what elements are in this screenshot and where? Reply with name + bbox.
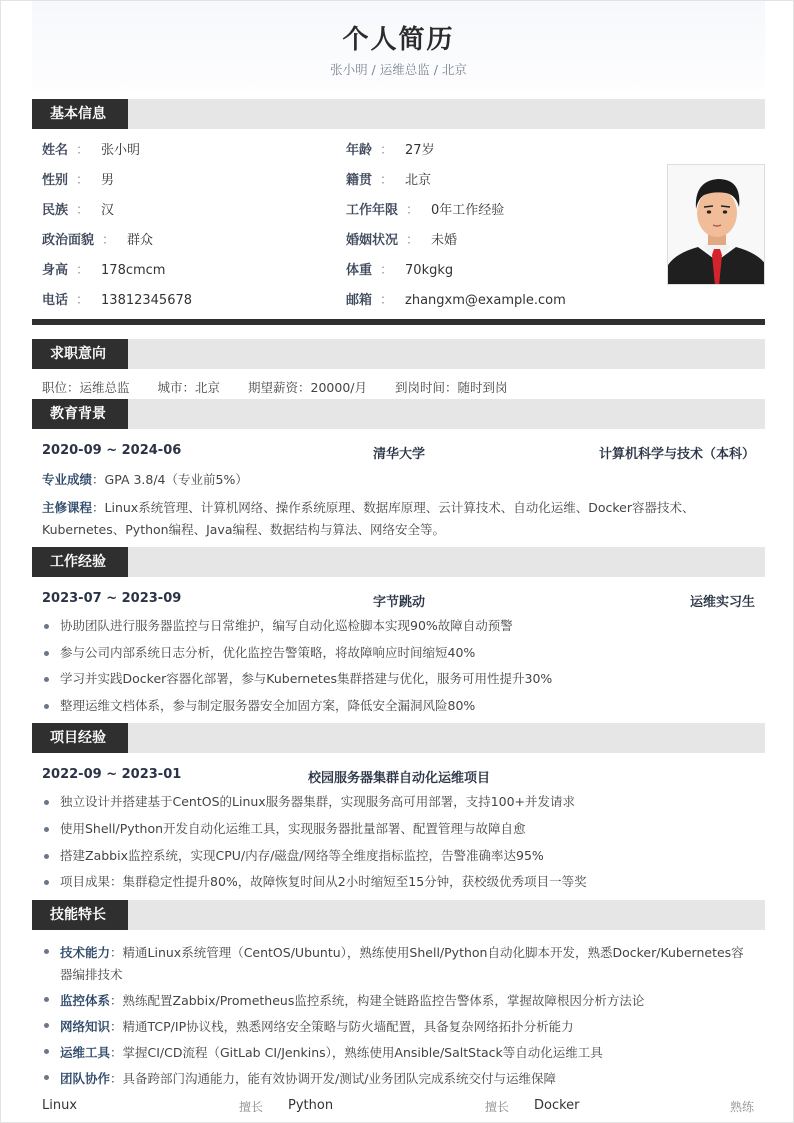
skills-bullets [32,942,765,1090]
education-school: 清华大学 [373,447,426,462]
education-gpa: 专业成绩：GPA 3.8/4（专业前5%） [42,472,248,487]
section-title: 基本信息 [32,99,128,129]
skill-level: 熟练 [730,1099,755,1114]
info-hometown: 籍贯 ： 北京 [346,173,432,188]
list-item: 独立设计并搭建基于CentOS的Linux服务器集群，实现服务高可用部署，支持100+并发请求 [42,793,755,811]
section-header-intent [32,339,765,369]
skill-name: Linux [42,1097,78,1113]
section-title: 项目经验 [32,723,128,753]
list-item: 使用Shell/Python开发自动化运维工具，实现服务器批量部署、配置管理与故障自愈 [42,820,755,838]
info-weight: 体重 ： 70kgkg [346,263,454,278]
list-item: 参与公司内部系统日志分析，优化监控告警策略，将故障响应时间缩短40% [42,644,755,662]
list-item: 项目成果：集群稳定性提升80%，故障恢复时间从2小时缩短至15分钟，获校级优秀项目一等奖 [42,873,755,891]
list-item: 协助团队进行服务器监控与日常维护，编写自动化巡检脚本实现90%故障自动预警 [42,617,755,635]
skill-levels [32,1094,765,1114]
list-item: 团队协作：具备跨部门沟通能力，能有效协调开发/测试/业务团队完成系统交付与运维保障 [42,1068,755,1090]
divider [32,319,765,325]
page-title: 个人简历 [342,25,455,55]
section-title: 工作经验 [32,547,128,577]
info-marital: 婚姻状况 ： 未婚 [346,233,458,248]
info-name: 姓名 ： 张小明 [42,143,141,158]
basic-info [32,129,765,319]
list-item: 网络知识：精通TCP/IP协议栈，熟悉网络安全策略与防火墙配置，具备复杂网络拓扑分析能力 [42,1016,755,1038]
project-bullets [32,793,765,891]
list-item: 技术能力：精通Linux系统管理（CentOS/Ubuntu），熟练使用Shell/Python自动化脚本开发，熟悉Docker/Kubernetes容器编排技术 [42,942,755,986]
job-intent [32,377,765,399]
work-row [32,583,765,613]
info-height: 身高 ： 178cmcm [42,263,166,278]
section-title: 求职意向 [32,339,128,369]
skill-name: Python [288,1097,334,1113]
skill-level: 擅长 [485,1099,510,1114]
education-major: 计算机科学与技术（本科） [598,447,755,462]
info-gender: 性别 ： 男 [42,173,115,188]
work-bullets [32,617,765,715]
info-political: 政治面貌 ： 群众 [42,233,154,248]
info-work-years: 工作年限 ： 0年工作经验 [346,203,505,218]
intent-salary: 期望薪资：20000/月 [248,380,368,395]
resume-page [32,1,765,1114]
section-header-work [32,547,765,577]
info-age: 年龄 ： 27岁 [346,143,435,158]
info-phone: 电话 ： 13812345678 [42,293,193,308]
education-row [32,435,765,465]
portrait-icon [668,165,765,285]
intent-availability: 到岗时间：随时到岗 [395,380,508,395]
intent-city: 城市：北京 [157,380,221,395]
section-header-education [32,399,765,429]
education-period: 2020-09 ~ 2024-06 [42,443,182,458]
list-item: 搭建Zabbix监控系统，实现CPU/内存/磁盘/网络等全维度指标监控，告警准确率达95% [42,847,755,865]
section-title: 教育背景 [32,399,128,429]
work-company: 字节跳动 [373,595,426,610]
section-header-project [32,723,765,753]
page-subtitle: 张小明 / 运维总监 / 北京 [330,62,467,77]
list-item: 学习并实践Docker容器化部署，参与Kubernetes集群搭建与优化，服务可用性提升30% [42,670,755,688]
list-item: 运维工具：掌握CI/CD流程（GitLab CI/Jenkins），熟练使用Ansible/SaltStack等自动化运维工具 [42,1042,755,1064]
list-item: 监控体系：熟练配置Zabbix/Prometheus监控系统，构建全链路监控告警体系，掌握故障根因分析方法论 [42,990,755,1012]
project-period: 2022-09 ~ 2023-01 [42,767,182,783]
project-name: 校园服务器集群自动化运维项目 [308,771,491,787]
intent-position: 职位：运维总监 [42,380,130,395]
work-role: 运维实习生 [689,595,755,610]
resume-header [32,1,765,89]
info-email: 邮箱 ： zhangxm@example.com [346,293,566,308]
skill-level: 擅长 [239,1099,264,1114]
info-ethnicity: 民族 ： 汉 [42,203,115,218]
skill-name: Docker [534,1097,580,1113]
list-item: 整理运维文档体系，参与制定服务器安全加固方案，降低安全漏洞风险80% [42,697,755,715]
avatar [667,164,765,285]
work-period: 2023-07 ~ 2023-09 [42,591,182,606]
project-row [32,759,765,789]
education-courses: 主修课程：Linux系统管理、计算机网络、操作系统原理、数据库原理、云计算技术、自动化运维、Docker容器技术、Kubernetes、Python编程、Java编程、数据结构与算法、网络安全等。 [42,500,695,537]
section-header-skills [32,900,765,930]
section-title: 技能特长 [32,900,128,930]
section-header-basic [32,99,765,129]
